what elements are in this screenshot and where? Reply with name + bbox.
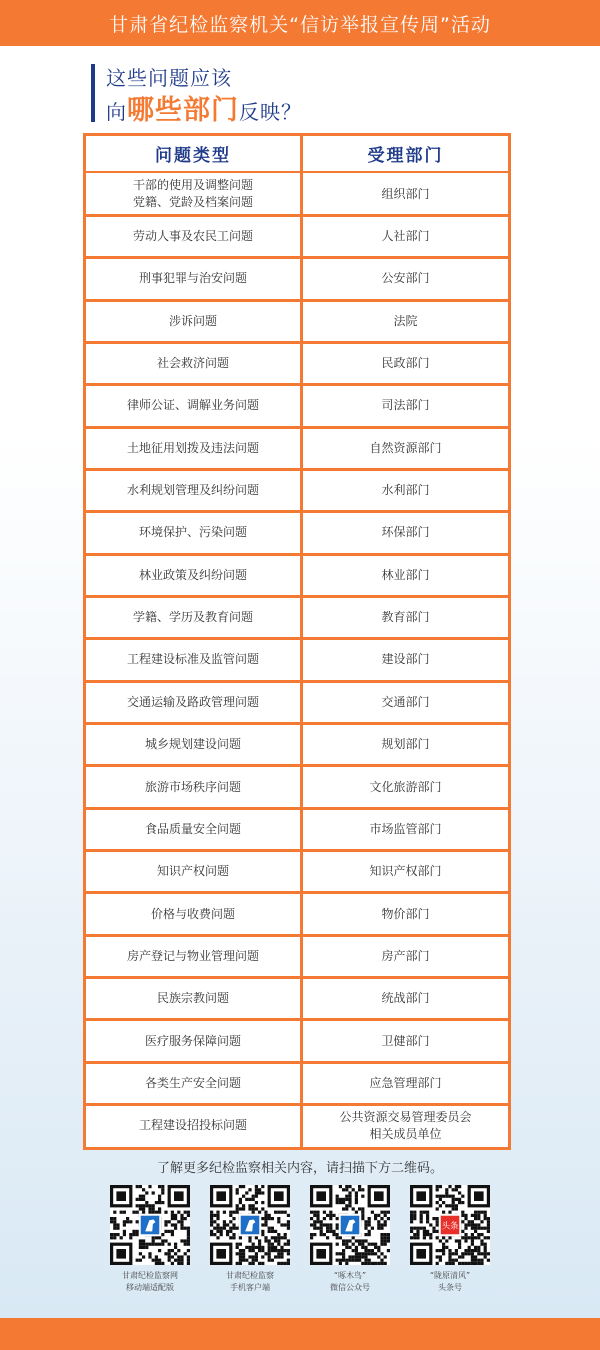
banner-title: 甘肃省纪检监察机关“信访举报宣传周”活动 [109, 13, 491, 36]
department-cell: 组织部门 [381, 186, 430, 201]
issue-type-cell: 民族宗教问题 [156, 991, 229, 1006]
issue-type-cell: 旅游市场秩序问题 [144, 779, 241, 794]
table-row [86, 808, 508, 850]
department-cell: 公共资源交易管理委员会 相关成员单位 [339, 1109, 472, 1141]
department-cell: 卫健部门 [381, 1033, 430, 1048]
heading-prefix: 向 [106, 100, 127, 124]
department-cell: 规划部门 [381, 737, 430, 752]
qr-code-block [410, 1185, 490, 1294]
table-row [86, 258, 508, 300]
qr-code-block [210, 1185, 290, 1294]
issue-type-cell: 水利规划管理及纠纷问题 [126, 483, 259, 498]
header-department: 受理部门 [367, 146, 444, 166]
department-cell: 建设部门 [381, 652, 430, 667]
table-row [86, 215, 508, 257]
table-row [86, 978, 508, 1020]
qr-caption: “陇原清风” 头条号 [429, 1271, 471, 1292]
header-issue-type: 问题类型 [155, 146, 231, 166]
department-cell: 法院 [393, 313, 418, 328]
heading-line-2 [106, 88, 302, 127]
qr-instruction-note: 了解更多纪检监察相关内容，请扫描下方二维码。 [156, 1161, 443, 1176]
department-cell: 教育部门 [381, 610, 430, 625]
heading-accent-text: 哪些部门 [127, 95, 239, 126]
table-row [86, 512, 508, 554]
table-row [86, 935, 508, 977]
issue-type-cell: 交通运输及路政管理问题 [126, 694, 259, 709]
department-cell: 物价部门 [381, 906, 430, 921]
qr-code-image[interactable] [210, 1185, 290, 1265]
department-cell: 统战部门 [381, 991, 430, 1006]
table-row [86, 724, 508, 766]
qr-code-image[interactable] [110, 1185, 190, 1265]
department-cell: 人社部门 [381, 229, 430, 244]
issue-type-cell: 价格与收费问题 [150, 906, 235, 921]
issue-type-cell: 刑事犯罪与治安问题 [138, 271, 247, 286]
department-table [83, 133, 511, 1150]
table-row [86, 681, 508, 723]
qr-code-image[interactable] [310, 1185, 390, 1265]
table-row [86, 1020, 508, 1062]
table-row [86, 893, 508, 935]
table-header-row [86, 136, 508, 173]
issue-type-cell: 干部的使用及调整问题 党籍、党龄及档案问题 [132, 178, 253, 210]
issue-type-cell: 食品质量安全问题 [144, 821, 241, 836]
department-cell: 交通部门 [381, 694, 430, 709]
issue-type-cell: 医疗服务保障问题 [144, 1033, 241, 1048]
department-cell: 环保部门 [381, 525, 430, 540]
issue-type-cell: 律师公证、调解业务问题 [126, 398, 259, 413]
issue-type-cell: 房产登记与物业管理问题 [126, 948, 259, 963]
table-row [86, 639, 508, 681]
qr-code-block [310, 1185, 390, 1294]
department-cell: 房产部门 [381, 948, 430, 963]
issue-type-cell: 涉诉问题 [168, 313, 217, 328]
issue-type-cell: 社会救济问题 [156, 356, 229, 371]
issue-type-cell: 各类生产安全问题 [144, 1075, 241, 1090]
table-row [86, 596, 508, 638]
qr-caption: 甘肃纪检监察网 移动端适配版 [122, 1271, 178, 1292]
qr-code-image[interactable] [410, 1185, 490, 1265]
department-cell: 司法部门 [381, 398, 430, 413]
department-cell: 公安部门 [381, 271, 430, 286]
bottom-banner [0, 1318, 600, 1350]
department-cell: 林业部门 [381, 567, 430, 582]
department-cell: 应急管理部门 [369, 1075, 442, 1090]
issue-type-cell: 学籍、学历及教育问题 [132, 610, 253, 625]
issue-type-cell: 工程建设标准及监管问题 [126, 652, 259, 667]
table-row [86, 1105, 508, 1147]
table-row [86, 766, 508, 808]
issue-type-cell: 土地征用划拨及违法问题 [126, 440, 259, 455]
department-cell: 市场监管部门 [369, 821, 442, 836]
table-body [86, 136, 508, 1147]
qr-caption: “啄木鸟” 微信公众号 [330, 1271, 370, 1292]
department-cell: 文化旅游部门 [369, 779, 442, 794]
table-row [86, 342, 508, 384]
heading-suffix: 反映？ [239, 100, 302, 124]
toutiao-logo-text: 头条 [441, 1220, 459, 1231]
issue-type-cell: 林业政策及纠纷问题 [138, 567, 247, 582]
table-row [86, 385, 508, 427]
table-row [86, 554, 508, 596]
department-cell: 知识产权部门 [369, 864, 442, 879]
qr-code-block [110, 1185, 190, 1294]
table-row [86, 1062, 508, 1104]
table-row [86, 173, 508, 215]
department-cell: 民政部门 [381, 356, 430, 371]
top-banner [0, 0, 600, 46]
issue-type-cell: 劳动人事及农民工问题 [132, 229, 253, 244]
table-row [86, 851, 508, 893]
issue-type-cell: 知识产权问题 [156, 864, 229, 879]
heading-accent-bar [91, 64, 95, 122]
qr-caption: 甘肃纪检监察 手机客户端 [226, 1271, 274, 1292]
heading-line-1: 这些问题应该 [106, 66, 232, 90]
table-row [86, 427, 508, 469]
department-cell: 自然资源部门 [369, 440, 442, 455]
issue-type-cell: 工程建设招投标问题 [138, 1118, 247, 1133]
department-cell: 水利部门 [381, 483, 430, 498]
issue-type-cell: 城乡规划建设问题 [144, 737, 241, 752]
issue-type-cell: 环境保护、污染问题 [138, 525, 247, 540]
table-row [86, 300, 508, 342]
table-row [86, 469, 508, 511]
